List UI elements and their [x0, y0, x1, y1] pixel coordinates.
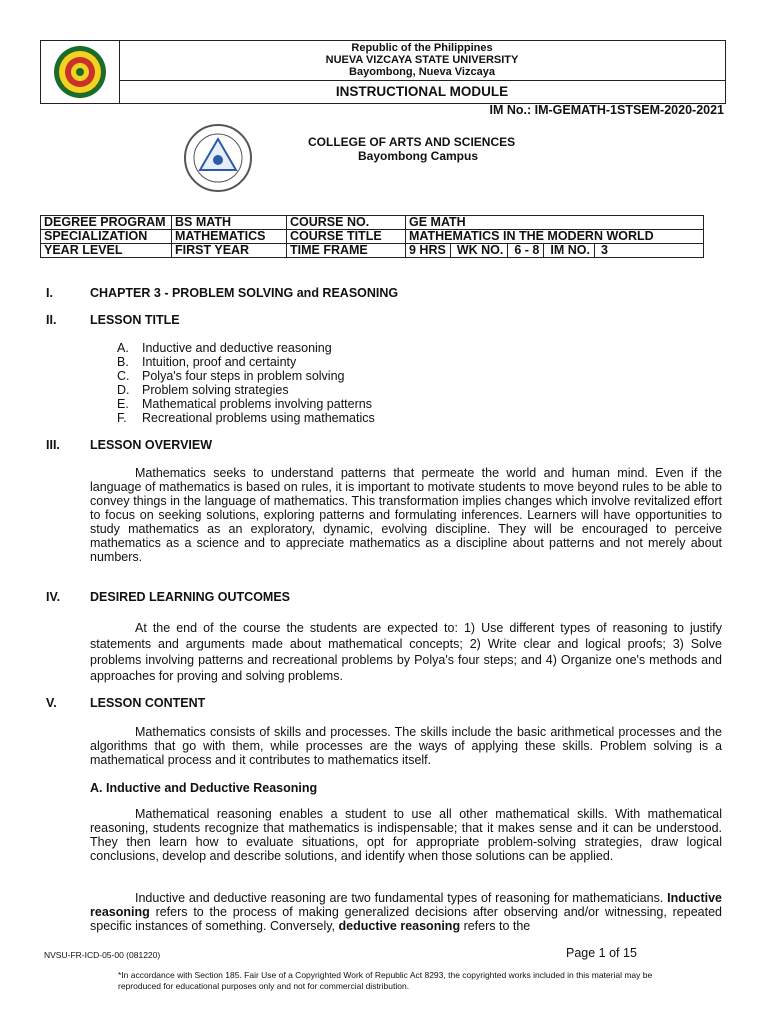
college-name: COLLEGE OF ARTS AND SCIENCES: [308, 135, 516, 149]
section-number: V.: [46, 696, 57, 710]
section-number: IV.: [46, 590, 61, 604]
year-level-value: FIRST YEAR: [172, 244, 287, 258]
copyright-disclaimer: *In accordance with Section 185. Fair Use of a Copyrighted Work of Republic Act 8293, the copyrighted works included in this material may be reproduced for educational purposes only and not for commercial distribution.: [118, 970, 653, 991]
time-frame-label: TIME FRAME: [287, 244, 406, 258]
table-row: [41, 230, 704, 244]
content-paragraph: Mathematics consists of skills and processes. The skills include the basic arithmetical processes and the algorithms that go with them, while processes are the ways of applying these skills. Problem solving is a mathematical process and it contributes to mathematics itself.: [90, 725, 722, 767]
module-title: INSTRUCTIONAL MODULE: [335, 84, 509, 99]
specialization-label: SPECIALIZATION: [41, 230, 172, 244]
header-republic: Republic of the Philippines: [351, 42, 493, 54]
section-number: I.: [46, 286, 53, 300]
college-campus: Bayombong Campus: [358, 149, 479, 163]
section-title: LESSON CONTENT: [90, 696, 206, 710]
header-university: NUEVA VIZCAYA STATE UNIVERSITY: [325, 54, 519, 66]
section-title: CHAPTER 3 - PROBLEM SOLVING and REASONING: [90, 286, 399, 300]
course-title-value: MATHEMATICS IN THE MODERN WORLD: [406, 230, 704, 244]
header-location: Bayombong, Nueva Vizcaya: [349, 66, 495, 78]
section-content: [46, 696, 205, 710]
list-item: A. Inductive and deductive reasoning: [117, 341, 332, 355]
reasoning-paragraph-2: Inductive and deductive reasoning are two fundamental types of reasoning for mathematicians. Inductive reasoning refers to the process of making generalized decisions after observing and/or witnessing, repeated specific instances of something. Conversely, deductive reasoning refers to the: [90, 891, 722, 933]
degree-value: BS MATH: [172, 216, 287, 230]
form-code: NVSU-FR-ICD-05-00 (081220): [44, 950, 161, 960]
university-logo-cell: [41, 41, 120, 103]
im-value: 3: [600, 243, 608, 257]
list-item: E. Mathematical problems involving patterns: [117, 397, 372, 411]
reasoning-paragraph-1: Mathematical reasoning enables a student to use all other mathematical skills. With mathematical reasoning, students recognize that mathematics is indispensable; that it makes sense and it can be understood. They then learn how to evaluate situations, opt for appropriate problem-solving strategies, draw logical conclusions, develop and describe solutions, and identify when those solutions can be applied.: [90, 807, 722, 863]
week-label: WK NO.: [457, 244, 509, 257]
section-number: III.: [46, 438, 60, 452]
list-item: D. Problem solving strategies: [117, 383, 289, 397]
college-block: [308, 135, 515, 163]
section-overview: [46, 438, 212, 452]
university-seal-icon: [41, 41, 119, 103]
lesson-list: [117, 341, 375, 425]
overview-paragraph: Mathematics seeks to understand patterns that permeate the world and human mind. Even if the language of mathematics is based on rules, it is important to motivate students to move beyond rules to be able to convey things in the language of mathematics. This transformation implies changes which involve revitalized effort to focus on seeking solutions, exploring patterns and formulating inferences. Learners will have opportunities to study mathematics as an exploratory, dynamic, evolving discipline. They will be encouraged to perceive mathematics as a science and to appreciate mathematics as a discipline about patterns and not merely about numbers.: [90, 466, 722, 564]
year-level-label: YEAR LEVEL: [41, 244, 172, 258]
course-info-table: [40, 215, 704, 258]
course-no-value: GE MATH: [406, 216, 704, 230]
table-row: [41, 244, 704, 258]
list-item: B. Intuition, proof and certainty: [117, 355, 297, 369]
hours-value: 9 HRS: [409, 244, 451, 257]
im-label: IM NO.: [550, 244, 595, 257]
degree-label: DEGREE PROGRAM: [41, 216, 172, 230]
section-title: LESSON TITLE: [90, 313, 180, 327]
section-outcomes: [46, 590, 290, 604]
time-frame-cell: [406, 244, 704, 258]
table-row: [41, 216, 704, 230]
section-title: DESIRED LEARNING OUTCOMES: [90, 590, 291, 604]
subsection-title: A. Inductive and Deductive Reasoning: [90, 781, 318, 795]
list-item: F. Recreational problems using mathematics: [117, 411, 375, 425]
section-chapter: [46, 286, 398, 300]
outcomes-paragraph: At the end of the course the students are expected to: 1) Use different types of reasoning to justify statements and arguments made about mathematical concepts; 2) Write clear and logical proofs; 3) Solve problems involving patterns and recreational problems by Polya's four steps; and 4) Organize one's methods and approaches for proving and solving problems.: [90, 621, 722, 683]
header-box: [40, 40, 726, 104]
course-title-label: COURSE TITLE: [287, 230, 406, 244]
section-lesson-title: [46, 313, 180, 327]
page-number: Page 1 of 15: [566, 946, 637, 960]
college-seal-icon: [178, 122, 258, 194]
list-item: C. Polya's four steps in problem solving: [117, 369, 345, 383]
week-value: 6 - 8: [514, 244, 544, 257]
header-institution: [119, 41, 725, 81]
specialization-value: MATHEMATICS: [172, 230, 287, 244]
section-title: LESSON OVERVIEW: [90, 438, 213, 452]
im-number: IM No.: IM-GEMATH-1STSEM-2020-2021: [489, 103, 724, 117]
course-no-label: COURSE NO.: [287, 216, 406, 230]
section-number: II.: [46, 313, 57, 327]
